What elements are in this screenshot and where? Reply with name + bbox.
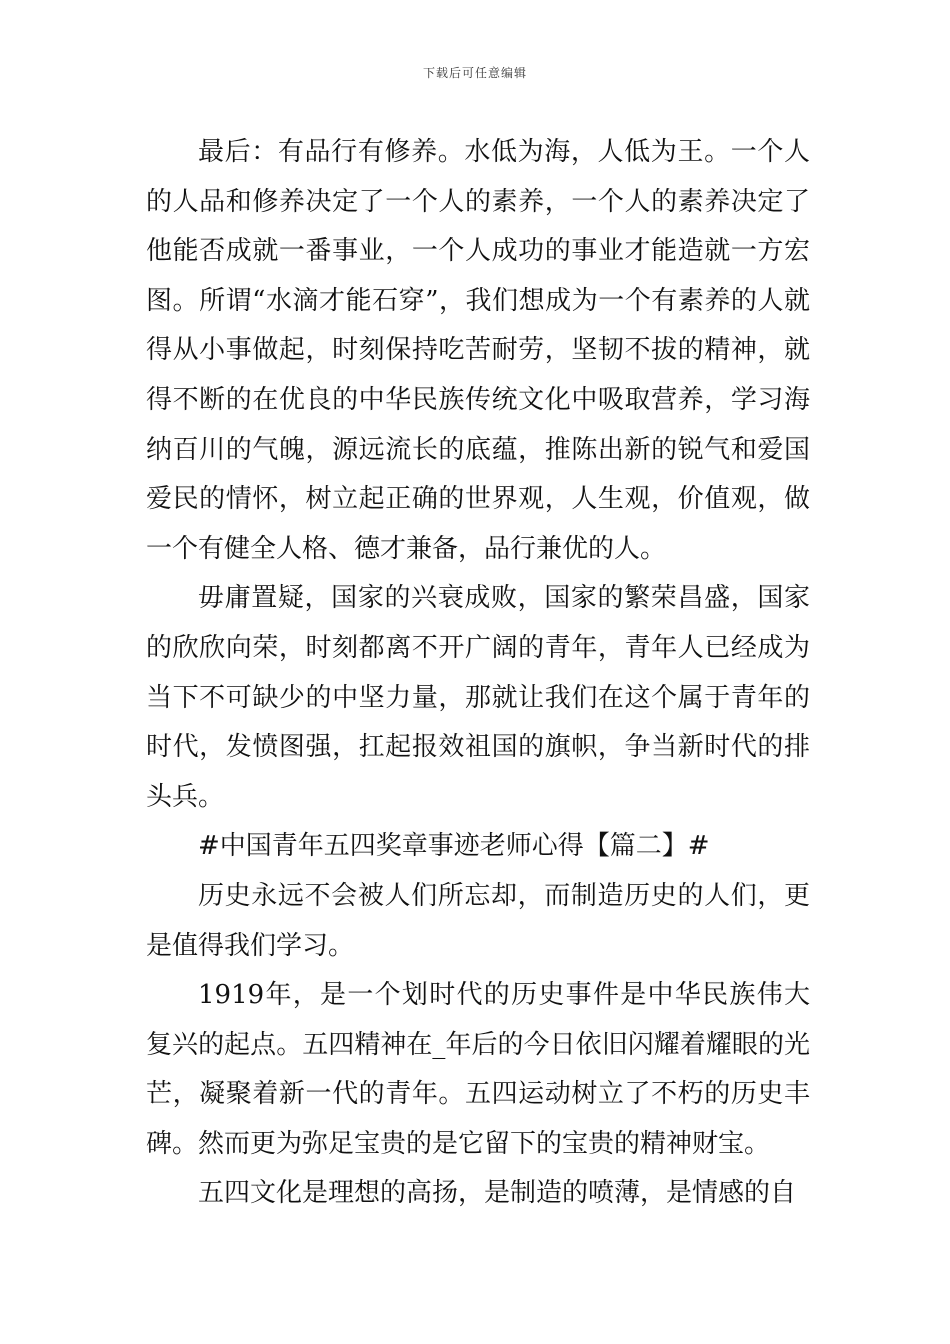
page-header-note: 下载后可任意编辑: [422, 66, 527, 80]
paragraph-may-fourth-culture: 五四文化是理想的高扬，是制造的喷薄，是情感的自: [198, 1178, 797, 1209]
paragraph-youth-role: 毋庸置疑，国家的兴衰成败，国家的繁荣昌盛，国家的欣欣向荣，时刻都离不开广阔的青年，青年人已经成为当下不可缺少的中坚力量，那就让我们在这个属于青年的时代，发愤图强，扛起报效祖国的旗帜，争当新时代的排头兵。: [146, 583, 810, 812]
paragraph-1919: 1919年，是一个划时代的历史事件是中华民族伟大复兴的起点。五四精神在_年后的今日依旧闪耀着耀眼的光芒，凝聚着新一代的青年。五四运动树立了不朽的历史丰碑。然而更为弥足宝贵的是它留下的宝贵的精神财宝。: [146, 980, 810, 1159]
document-body: [146, 128, 810, 1219]
paragraph-history: 历史永远不会被人们所忘却，而制造历史的人们，更是值得我们学习。: [146, 880, 810, 961]
paragraph-conduct: 最后：有品行有修养。水低为海，人低为王。一个人的人品和修养决定了一个人的素养，一个人的素养决定了他能否成就一番事业，一个人成功的事业才能造就一方宏图。所谓“水滴才能石穿”，我们想成为一个有素养的人就得从小事做起，时刻保持吃苦耐劳，坚韧不拔的精神，就得不断的在优良的中华民族传统文化中吸取营养，学习海纳百川的气魄，源远流长的底蕴，推陈出新的锐气和爱国爱民的情怀，树立起正确的世界观，人生观，价值观，做一个有健全人格、德才兼备，品行兼优的人。: [146, 137, 810, 564]
section-heading: #中国青年五四奖章事迹老师心得【篇二】#: [198, 831, 710, 862]
